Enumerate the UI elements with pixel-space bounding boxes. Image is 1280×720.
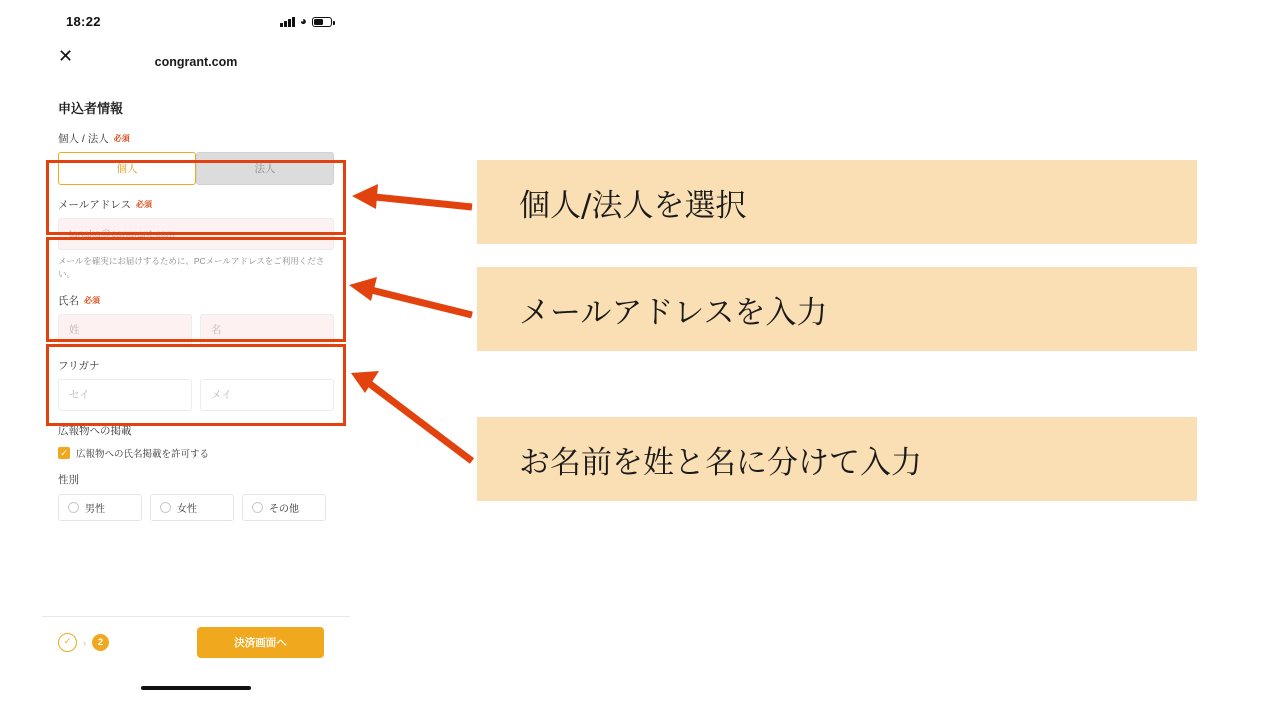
entity-segmented-control bbox=[58, 152, 334, 185]
page-title: 申込者情報 bbox=[58, 101, 124, 116]
name-label bbox=[58, 293, 334, 308]
publication-label-text: 広報物への掲載 bbox=[58, 424, 132, 437]
entity-field bbox=[58, 131, 334, 185]
gender-option-male[interactable] bbox=[58, 494, 142, 521]
radio-icon bbox=[252, 502, 263, 513]
gender-field bbox=[58, 472, 334, 521]
gender-label bbox=[58, 472, 334, 487]
step-separator: › bbox=[83, 637, 86, 648]
callout-email: メールアドレスを入力 bbox=[477, 267, 1197, 351]
gender-option-label: 男性 bbox=[85, 503, 105, 515]
name-inputs bbox=[58, 314, 334, 346]
furigana-last-input[interactable]: セイ bbox=[58, 379, 192, 411]
email-input[interactable]: tanaka@congrant.com bbox=[58, 218, 334, 250]
callout-name: お名前を姓と名に分けて入力 bbox=[477, 417, 1197, 501]
furigana-field bbox=[58, 358, 334, 411]
gender-option-other[interactable] bbox=[242, 494, 326, 521]
site-url: congrant.com bbox=[154, 55, 238, 69]
required-badge: 必須 bbox=[135, 200, 152, 209]
wifi-icon: ◕ bbox=[299, 14, 307, 28]
gender-label-text: 性別 bbox=[58, 473, 79, 486]
furigana-first-input[interactable]: メイ bbox=[200, 379, 334, 411]
publication-checkbox-label: 広報物への氏名掲載を許可する bbox=[76, 448, 210, 460]
name-label-text: 氏名 bbox=[58, 294, 79, 307]
form-page bbox=[42, 98, 350, 521]
publication-checkbox-row[interactable] bbox=[58, 446, 334, 460]
step-completed-icon: ✓ bbox=[58, 633, 77, 652]
callout-entity: 個人/法人を選択 bbox=[477, 160, 1197, 244]
furigana-inputs bbox=[58, 379, 334, 411]
status-icons bbox=[280, 13, 332, 27]
entity-label-text: 個人 / 法人 bbox=[58, 133, 109, 145]
browser-bar bbox=[42, 44, 350, 80]
entity-label bbox=[58, 131, 334, 146]
status-time: 18:22 bbox=[66, 14, 101, 29]
email-hint: メールを確実にお届けするために、PCメールアドレスをご利用ください。 bbox=[58, 256, 325, 279]
close-icon[interactable]: ✕ bbox=[58, 46, 74, 66]
bottom-bar bbox=[42, 616, 350, 668]
gender-option-label: その他 bbox=[269, 503, 299, 515]
first-name-input[interactable]: 名 bbox=[200, 314, 334, 346]
required-badge: 必須 bbox=[113, 134, 130, 143]
gender-option-female[interactable] bbox=[150, 494, 234, 521]
gender-option-label: 女性 bbox=[177, 503, 197, 515]
furigana-label bbox=[58, 358, 334, 373]
home-indicator bbox=[141, 686, 251, 690]
entity-option-corporate[interactable]: 法人 bbox=[196, 152, 334, 185]
name-field bbox=[58, 293, 334, 346]
payment-button[interactable]: 決済画面へ bbox=[197, 627, 324, 658]
email-label-text: メールアドレス bbox=[58, 199, 131, 211]
entity-option-individual[interactable]: 個人 bbox=[58, 152, 196, 185]
status-bar bbox=[42, 0, 350, 44]
checkbox-checked-icon[interactable]: ✓ bbox=[58, 447, 70, 459]
email-field bbox=[58, 197, 334, 281]
last-name-input[interactable]: 姓 bbox=[58, 314, 192, 346]
furigana-label-text: フリガナ bbox=[58, 359, 100, 372]
step-indicator bbox=[58, 633, 109, 652]
email-label bbox=[58, 197, 334, 212]
cellular-signal-icon bbox=[280, 16, 295, 27]
publication-label bbox=[58, 423, 334, 438]
radio-icon bbox=[68, 502, 79, 513]
required-badge: 必須 bbox=[84, 295, 100, 305]
radio-icon bbox=[160, 502, 171, 513]
publication-field bbox=[58, 423, 334, 460]
phone-screenshot bbox=[42, 0, 350, 700]
step-current-badge: 2 bbox=[92, 634, 109, 651]
battery-icon bbox=[312, 17, 332, 27]
gender-options bbox=[58, 494, 334, 521]
